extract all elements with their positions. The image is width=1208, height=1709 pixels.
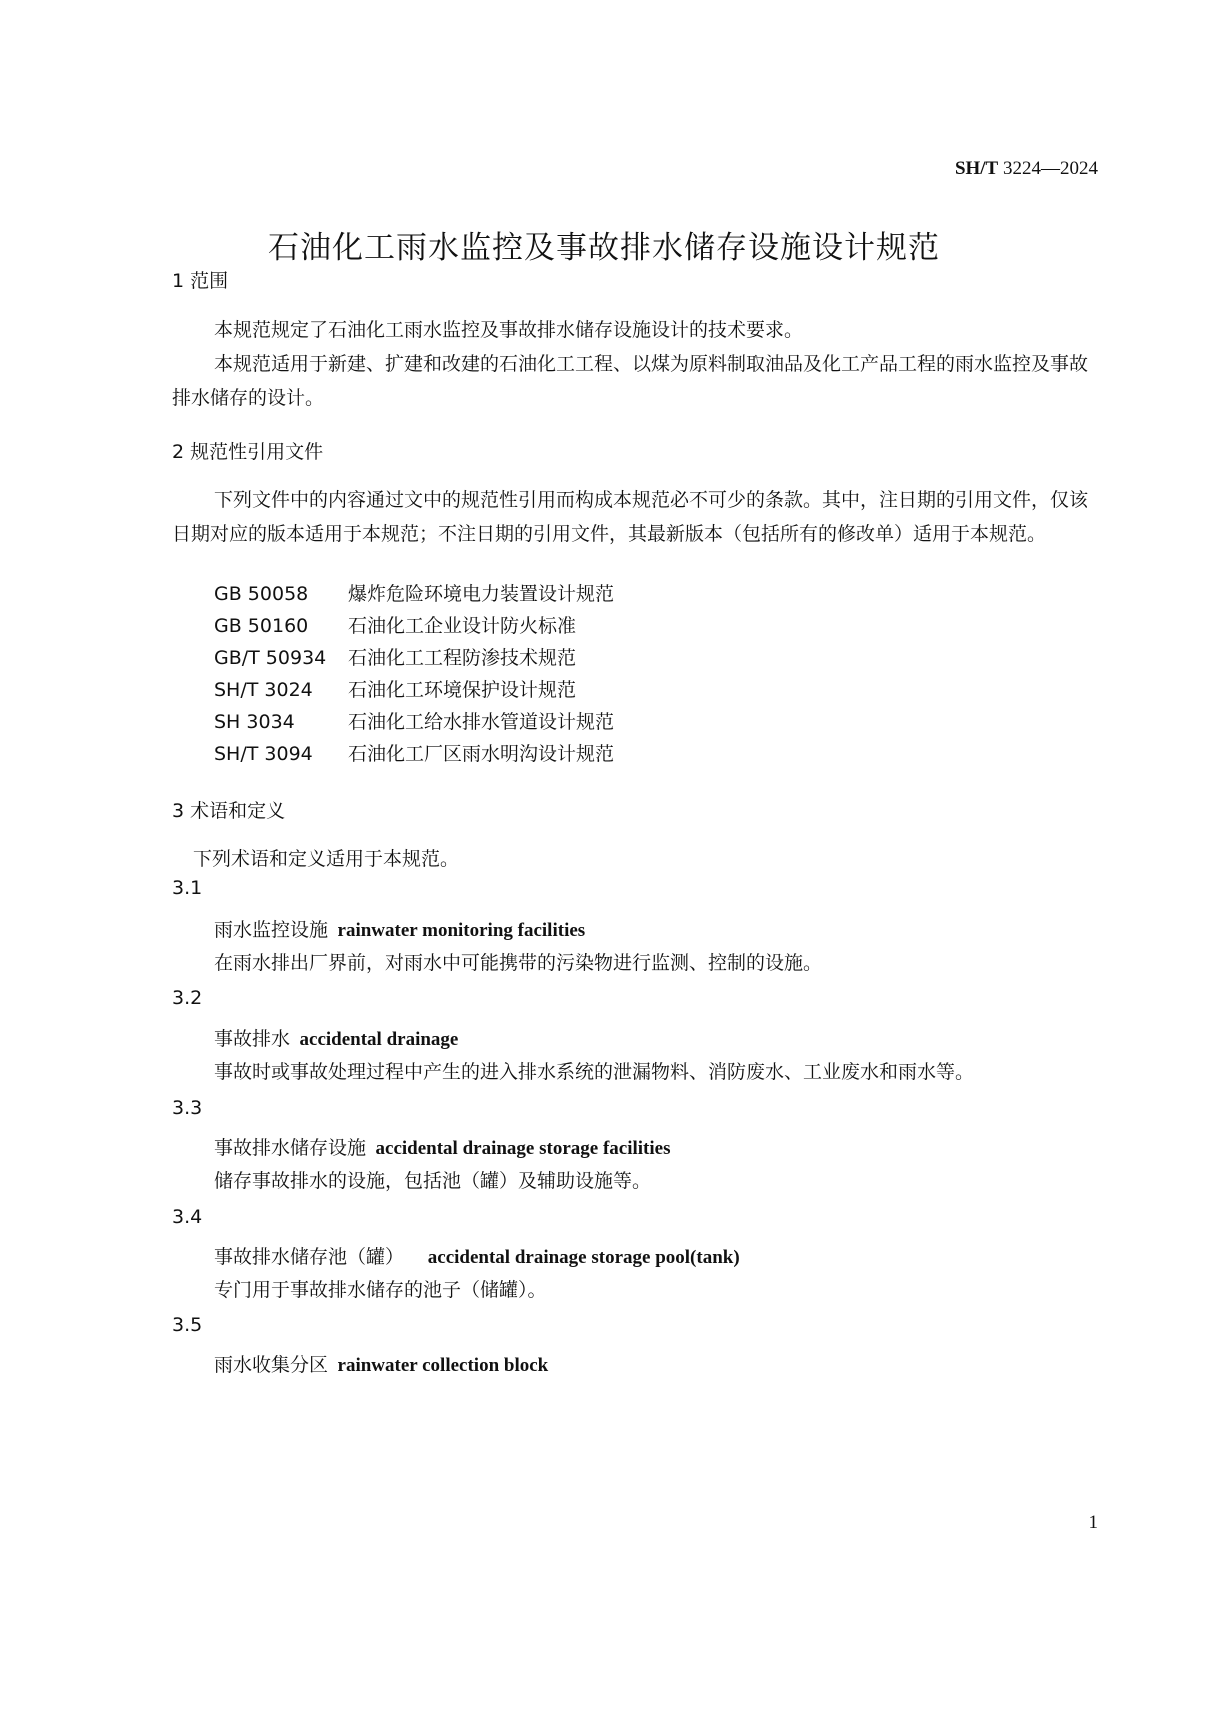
reference-code: SH/T 3024 [214, 679, 313, 701]
term-number: 3.2 [172, 987, 203, 1009]
reference-code: GB 50160 [214, 615, 309, 637]
term-en: rainwater collection block [337, 1355, 549, 1376]
reference-title: 石油化工环境保护设计规范 [348, 679, 577, 701]
standard-code-prefix: SH/T [954, 158, 999, 179]
reference-title: 石油化工企业设计防火标准 [348, 615, 577, 637]
section-1-paragraph-1: 本规范规定了石油化工雨水监控及事故排水储存设施设计的技术要求。 [214, 319, 804, 341]
term-zh: 事故排水 [214, 1028, 291, 1050]
term-number: 3.4 [172, 1206, 203, 1228]
section-1-paragraph-2: 本规范适用于新建、扩建和改建的石油化工工程、以煤为原料制取油品及化工产品工程的雨水监控及事故排水储存的设计。 [172, 353, 1089, 409]
reference-title: 爆炸危险环境电力装置设计规范 [348, 583, 615, 605]
reference-item [214, 579, 614, 606]
reference-item [214, 675, 576, 702]
reference-item [214, 611, 576, 638]
reference-item [214, 707, 614, 734]
term-heading [214, 1024, 458, 1051]
term-zh: 雨水收集分区 [214, 1354, 329, 1376]
term-en: accidental drainage storage pool(tank) [427, 1247, 740, 1268]
term-zh: 事故排水储存设施 [214, 1137, 367, 1159]
reference-code: GB/T 50934 [214, 647, 327, 669]
term-number: 3.1 [172, 877, 203, 899]
section-3-heading: 3 术语和定义 [172, 800, 286, 822]
term-en: accidental drainage [299, 1029, 459, 1050]
standard-code [955, 158, 1098, 180]
section-2-heading: 2 规范性引用文件 [172, 441, 324, 463]
term-definition: 储存事故排水的设施，包括池（罐）及辅助设施等。 [214, 1170, 652, 1192]
term-definition: 事故时或事故处理过程中产生的进入排水系统的泄漏物料、消防废水、工业废水和雨水等。 [214, 1061, 975, 1083]
document-title: 石油化工雨水监控及事故排水储存设施设计规范 [268, 230, 940, 266]
term-heading [214, 915, 585, 942]
term-number: 3.3 [172, 1097, 203, 1119]
term-definition: 专门用于事故排水储存的池子（储罐）。 [214, 1279, 547, 1301]
term-heading [214, 1242, 740, 1269]
reference-code: SH/T 3094 [214, 743, 313, 765]
term-zh: 雨水监控设施 [214, 919, 329, 941]
term-heading [214, 1133, 670, 1160]
term-en: accidental drainage storage facilities [375, 1138, 671, 1159]
section-1-heading: 1 范围 [172, 270, 229, 292]
section-2-intro: 下列文件中的内容通过文中的规范性引用而构成本规范必不可少的条款。其中，注日期的引用文件，仅该日期对应的版本适用于本规范；不注日期的引用文件，其最新版本（包括所有的修改单）适用于本规范。 [172, 489, 1089, 545]
reference-item [214, 643, 576, 670]
reference-title: 石油化工给水排水管道设计规范 [348, 711, 615, 733]
reference-item [214, 739, 614, 766]
reference-code: GB 50058 [214, 583, 309, 605]
term-heading [214, 1350, 548, 1377]
term-definition: 在雨水排出厂界前，对雨水中可能携带的污染物进行监测、控制的设施。 [214, 952, 823, 974]
standard-code-number: 3224—2024 [1003, 158, 1098, 179]
reference-title: 石油化工工程防渗技术规范 [348, 647, 577, 669]
term-zh: 事故排水储存池（罐） [214, 1246, 405, 1268]
term-number: 3.5 [172, 1314, 203, 1336]
reference-title: 石油化工厂区雨水明沟设计规范 [348, 743, 615, 765]
section-3-intro: 下列术语和定义适用于本规范。 [193, 848, 460, 870]
page-number: 1 [1088, 1512, 1098, 1533]
reference-code: SH 3034 [214, 711, 295, 733]
term-en: rainwater monitoring facilities [337, 920, 586, 941]
